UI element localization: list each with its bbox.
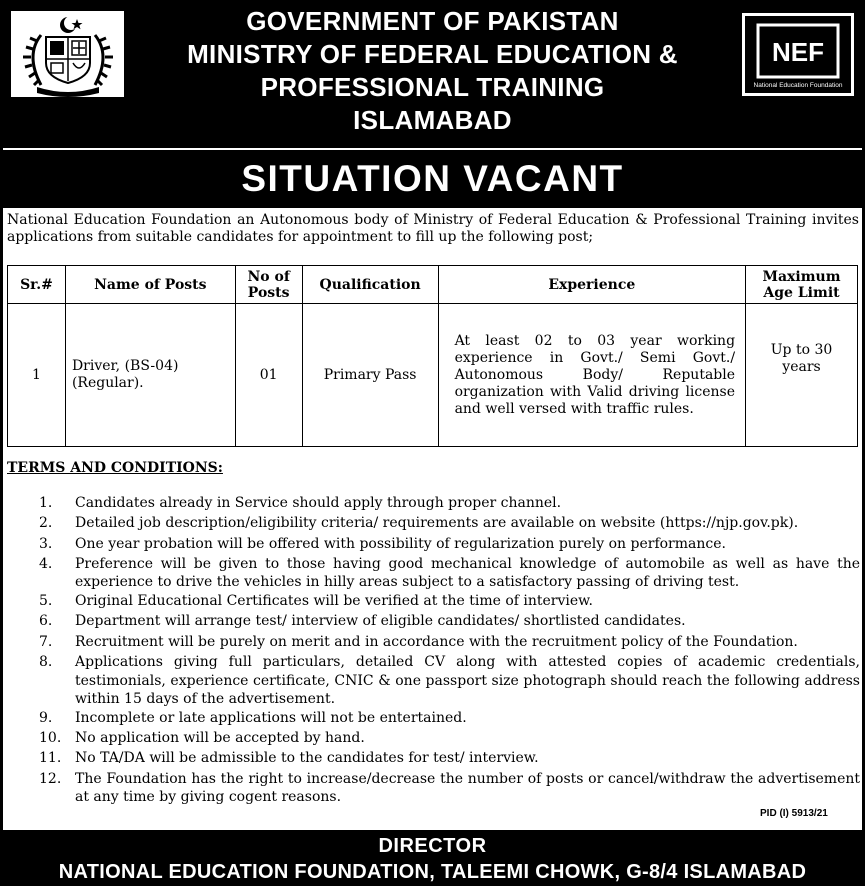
list-item-number: 11. <box>39 750 62 767</box>
header-title-line-2: MINISTRY OF FEDERAL EDUCATION & <box>187 39 678 69</box>
terms-heading: TERMS AND CONDITIONS: <box>7 460 223 476</box>
situation-vacant-banner: SITUATION VACANT <box>0 150 865 208</box>
cell-qualification: Primary Pass <box>302 304 438 447</box>
list-item-number: 8. <box>39 653 53 670</box>
header-title-line-3: PROFESSIONAL TRAINING <box>260 72 605 102</box>
list-item-text: Preference will be given to those having good mechanical knowledge of automobile as well as have the experience to drive the vehicles in hilly areas subject to a satisfactory passing of driving test. <box>75 555 860 591</box>
footer-director: DIRECTOR <box>378 835 487 857</box>
header-name-of-posts: Name of Posts <box>65 266 235 304</box>
intro-paragraph: National Education Foundation an Autonomous body of Ministry of Federal Education & Professional Training invites applications from suitable candidates for appointment to fill up the following post; <box>7 212 859 245</box>
list-item-text: Candidates already in Service should apply through proper channel. <box>75 495 562 511</box>
header-age-limit-line-1: Maximum <box>762 268 841 285</box>
header-qualification: Qualification <box>302 266 438 304</box>
list-item-number: 9. <box>39 709 53 726</box>
cell-post-name-line-2: (Regular). <box>71 375 144 391</box>
list-item-number: 2. <box>39 515 53 532</box>
cell-post-name-line-1: Driver, (BS-04) <box>71 358 179 374</box>
list-item-text: One year probation will be offered with possibility of regularization purely on performance. <box>75 535 726 552</box>
header-no-of-posts-line-2: Posts <box>247 284 290 301</box>
list-item-number: 4. <box>39 555 53 572</box>
header-title-line-1: GOVERNMENT OF PAKISTAN <box>246 6 619 36</box>
header-age-limit-line-2: Age Limit <box>763 284 840 301</box>
list-item-number: 6. <box>39 613 53 630</box>
cell-experience: At least 02 to 03 year working experience in Govt./ Semi Govt./ Autonomous Body/ Reputable organization with Valid driving license and well versed with traffic rules. <box>438 304 745 447</box>
nef-logo-text: NEF <box>772 37 824 67</box>
list-item-text: Recruitment will be purely on merit and in accordance with the recruitment policy of the Foundation. <box>75 633 798 650</box>
pid-reference: PID (I) 5913/21 <box>760 808 828 819</box>
list-item-text: The Foundation has the right to increase/decrease the number of posts or cancel/withdraw the advertisement at any time by giving cogent reasons. <box>75 770 860 806</box>
header-no-of-posts-line-1: No of <box>247 268 290 285</box>
header-sr: Sr.# <box>8 266 66 304</box>
cell-no-of-posts: 01 <box>235 304 302 447</box>
list-item-text: No application will be accepted by hand. <box>75 730 365 747</box>
cell-sr: 1 <box>8 304 66 447</box>
list-item-text: No TA/DA will be admissible to the candidates for test/ interview. <box>75 750 539 767</box>
list-item-text: Department will arrange test/ interview of eligible candidates/ shortlisted candidates. <box>75 613 686 630</box>
list-item-text: Original Educational Certificates will be verified at the time of interview. <box>75 593 593 610</box>
nef-logo-subtext: National Education Foundation <box>753 82 843 89</box>
list-item-number: 5. <box>39 593 53 610</box>
list-item-number: 12. <box>39 770 62 787</box>
cell-age-limit-line-2: years <box>782 359 821 375</box>
list-item-number: 10. <box>39 730 62 747</box>
list-item-number: 7. <box>39 633 53 650</box>
header-experience: Experience <box>438 266 745 304</box>
list-item-text: Applications giving full particulars, detailed CV along with attested copies of academic credentials, testimonials, experience certificate, CNIC & one passport size photograph should reach the following address within 15 days of the advertisement. <box>75 653 860 708</box>
header-title-line-4: ISLAMABAD <box>353 105 512 135</box>
list-item-text: Detailed job description/eligibility criteria/ requirements are available on website (https://njp.gov.pk). <box>75 515 799 532</box>
cell-age-limit-line-1: Up to 30 <box>770 342 833 358</box>
list-item-number: 1. <box>39 495 53 511</box>
footer-address: NATIONAL EDUCATION FOUNDATION, TALEEMI CHOWK, G-8/4 ISLAMABAD <box>58 861 807 883</box>
list-item-number: 3. <box>39 535 53 552</box>
list-item-text: Incomplete or late applications will not be entertained. <box>75 709 467 726</box>
